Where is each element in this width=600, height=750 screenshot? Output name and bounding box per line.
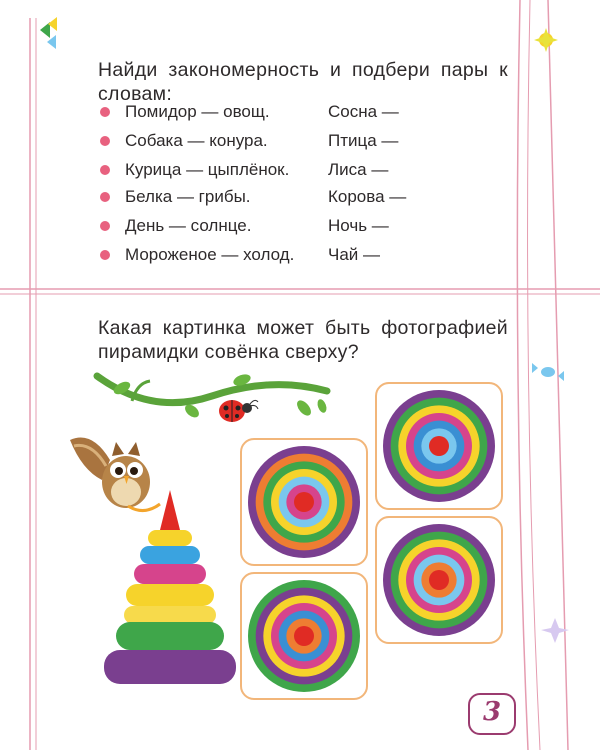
ring-target-icon [379, 386, 499, 506]
bullet-icon [100, 250, 110, 260]
ring-pyramid-icon [100, 490, 240, 690]
pair-target: Лиса — [328, 160, 389, 179]
candy-ornament-icon [532, 363, 564, 381]
ring-center [294, 492, 314, 512]
pair-example: Помидор — овощ. [125, 102, 270, 121]
bullet-icon [100, 221, 110, 231]
ring-center [429, 436, 449, 456]
bullet-icon [100, 192, 110, 202]
ring-target-icon [379, 520, 499, 640]
bullet-icon [100, 136, 110, 146]
pair-example: Курица — цыплёнок. [125, 160, 290, 179]
ring-center [429, 570, 449, 590]
answer-option-card[interactable] [240, 572, 368, 700]
pair-example: Белка — грибы. [125, 187, 251, 206]
bullet-icon [100, 165, 110, 175]
page-number: 3 [482, 697, 502, 727]
ring-target-icon [244, 442, 364, 562]
triangle-ornament-icon [40, 17, 57, 49]
answer-option-card[interactable] [240, 438, 368, 566]
pair-target: Птица — [328, 131, 399, 150]
ring-target-icon [244, 576, 364, 696]
pair-target: Ночь — [328, 216, 389, 235]
ring-center [294, 626, 314, 646]
task2-question: Какая картинка может быть фотографией пирамидки совёнка сверху? [98, 317, 508, 363]
page-number-badge [468, 693, 516, 735]
task1-instruction: Найди закономерность и подбери пары к словам: [98, 59, 508, 105]
answer-option-card[interactable] [375, 516, 503, 644]
pair-example: Мороженое — холод. [125, 245, 295, 264]
pair-target: Корова — [328, 187, 407, 206]
pair-target: Сосна — [328, 102, 399, 121]
pair-example: Собака — конура. [125, 131, 268, 150]
pair-target: Чай — [328, 245, 381, 264]
star-ornament-icon [534, 28, 558, 52]
pair-example: День — солнце. [125, 216, 252, 235]
ladybug-icon [210, 394, 260, 426]
bullet-icon [100, 107, 110, 117]
answer-option-card[interactable] [375, 382, 503, 510]
